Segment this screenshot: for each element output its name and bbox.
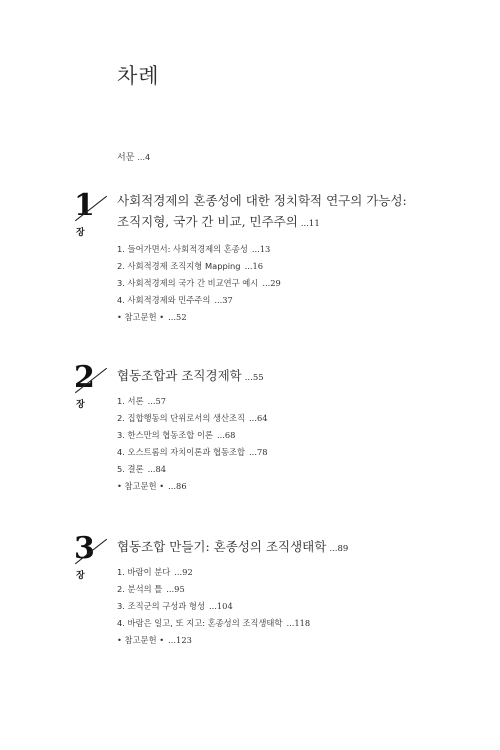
- chapter-2-title-wrap: [117, 365, 417, 389]
- chapter-3-title-page: ...89: [329, 544, 349, 554]
- chapter-3-title[interactable]: [117, 536, 417, 560]
- toc-entry-page: ...123: [168, 635, 192, 645]
- page-title: 차례: [117, 64, 160, 88]
- toc-entry-page: ...92: [174, 567, 193, 577]
- toc-entry[interactable]: [117, 241, 281, 258]
- chapter-1-title-line2-wrap: [117, 211, 417, 235]
- chapter-1-mark: [68, 188, 108, 243]
- toc-entry-page: ...13: [251, 244, 271, 254]
- chapter-1-title-line1: 사회적경제의 혼종성에 대한 정치학적 연구의 가능성:: [117, 193, 407, 208]
- toc-entry-page: ...86: [168, 481, 187, 491]
- toc-entry-text: 1. 바람이 분다: [117, 567, 171, 577]
- chapter-3-title-wrap: [117, 536, 417, 560]
- toc-entry[interactable]: [117, 427, 268, 444]
- toc-entry[interactable]: [117, 393, 268, 410]
- toc-entry-text: 5. 결론: [117, 464, 144, 474]
- chapter-2-title[interactable]: [117, 365, 417, 389]
- toc-entry-text: 3. 한스만의 협동조합 이론: [117, 430, 213, 440]
- toc-entry[interactable]: [117, 564, 310, 581]
- toc-entry-text: • 참고문헌 •: [117, 635, 165, 645]
- toc-entry-references[interactable]: [117, 309, 281, 326]
- toc-entry-text: 1. 들어가면서: 사회적경제의 혼종성: [117, 244, 248, 254]
- toc-entry-page: ...57: [147, 396, 167, 406]
- toc-entry-text: 2. 집합행동의 단위로서의 생산조직: [117, 413, 246, 423]
- chapter-3-entries: [117, 564, 310, 649]
- toc-entry-text: 1. 서론: [117, 396, 144, 406]
- toc-entry-page: ...52: [168, 312, 187, 322]
- toc-entry-page: ...64: [249, 413, 268, 423]
- chapter-3-unit: 장: [76, 571, 85, 581]
- toc-entry-page: ...104: [208, 601, 233, 611]
- toc-entry-page: ...84: [147, 464, 167, 474]
- preface-entry[interactable]: [117, 150, 150, 163]
- toc-entry-text: 3. 조직군의 구성과 형성: [117, 601, 205, 611]
- toc-entry[interactable]: [117, 292, 281, 309]
- toc-entry-references[interactable]: [117, 632, 310, 649]
- chapter-3-number: 3: [74, 531, 95, 566]
- chapter-1-title-page: ...11: [300, 219, 320, 229]
- toc-entry-text: 4. 바람은 일고, 또 지고: 혼종성의 조직생태학: [117, 618, 283, 628]
- chapter-2-unit: 장: [76, 400, 85, 410]
- toc-entry-page: ...16: [244, 261, 264, 271]
- toc-entry[interactable]: [117, 598, 310, 615]
- chapter-1-number: 1: [74, 188, 95, 223]
- toc-entry-page: ...78: [249, 447, 268, 457]
- preface-page: ...4: [137, 153, 151, 162]
- chapter-2-title-line1: 협동조합과 조직경제학: [117, 368, 242, 383]
- chapter-2-entries: [117, 393, 268, 495]
- toc-entry-text: 2. 사회적경제 조직지형 Mapping: [117, 261, 241, 271]
- toc-entry-text: • 참고문헌 •: [117, 312, 165, 322]
- toc-entry-page: ...37: [214, 295, 233, 305]
- chapter-1-entries: [117, 241, 281, 326]
- toc-entry[interactable]: [117, 581, 310, 598]
- toc-entry[interactable]: [117, 258, 281, 275]
- toc-entry-page: ...68: [216, 430, 236, 440]
- toc-entry[interactable]: [117, 461, 268, 478]
- chapter-2-mark: [68, 360, 108, 415]
- chapter-1-unit: 장: [76, 228, 85, 238]
- toc-entry-page: ...95: [166, 584, 185, 594]
- toc-entry-references[interactable]: [117, 478, 268, 495]
- chapter-3-title-line1: 협동조합 만들기: 혼종성의 조직생태학: [117, 539, 327, 554]
- chapter-2-title-page: ...55: [244, 373, 264, 383]
- toc-entry[interactable]: [117, 410, 268, 427]
- toc-entry[interactable]: [117, 275, 281, 292]
- toc-entry-page: ...29: [262, 278, 281, 288]
- chapter-3-mark: [68, 531, 108, 586]
- toc-entry[interactable]: [117, 444, 268, 461]
- toc-entry-page: ...118: [286, 618, 311, 628]
- chapter-2-number: 2: [74, 360, 95, 395]
- chapter-1-title[interactable]: [117, 190, 417, 235]
- toc-entry-text: 2. 분석의 틀: [117, 584, 163, 594]
- toc-entry-text: • 참고문헌 •: [117, 481, 165, 491]
- preface-label: 서문: [117, 153, 135, 163]
- chapter-1-title-line2: 조직지형, 국가 간 비교, 민주주의: [117, 214, 298, 229]
- toc-entry-text: 4. 사회적경제와 민주주의: [117, 295, 211, 305]
- toc-entry-text: 4. 오스트롬의 자치이론과 협동조합: [117, 447, 246, 457]
- toc-entry-text: 3. 사회적경제의 국가 간 비교연구 예시: [117, 278, 259, 288]
- toc-entry[interactable]: [117, 615, 310, 632]
